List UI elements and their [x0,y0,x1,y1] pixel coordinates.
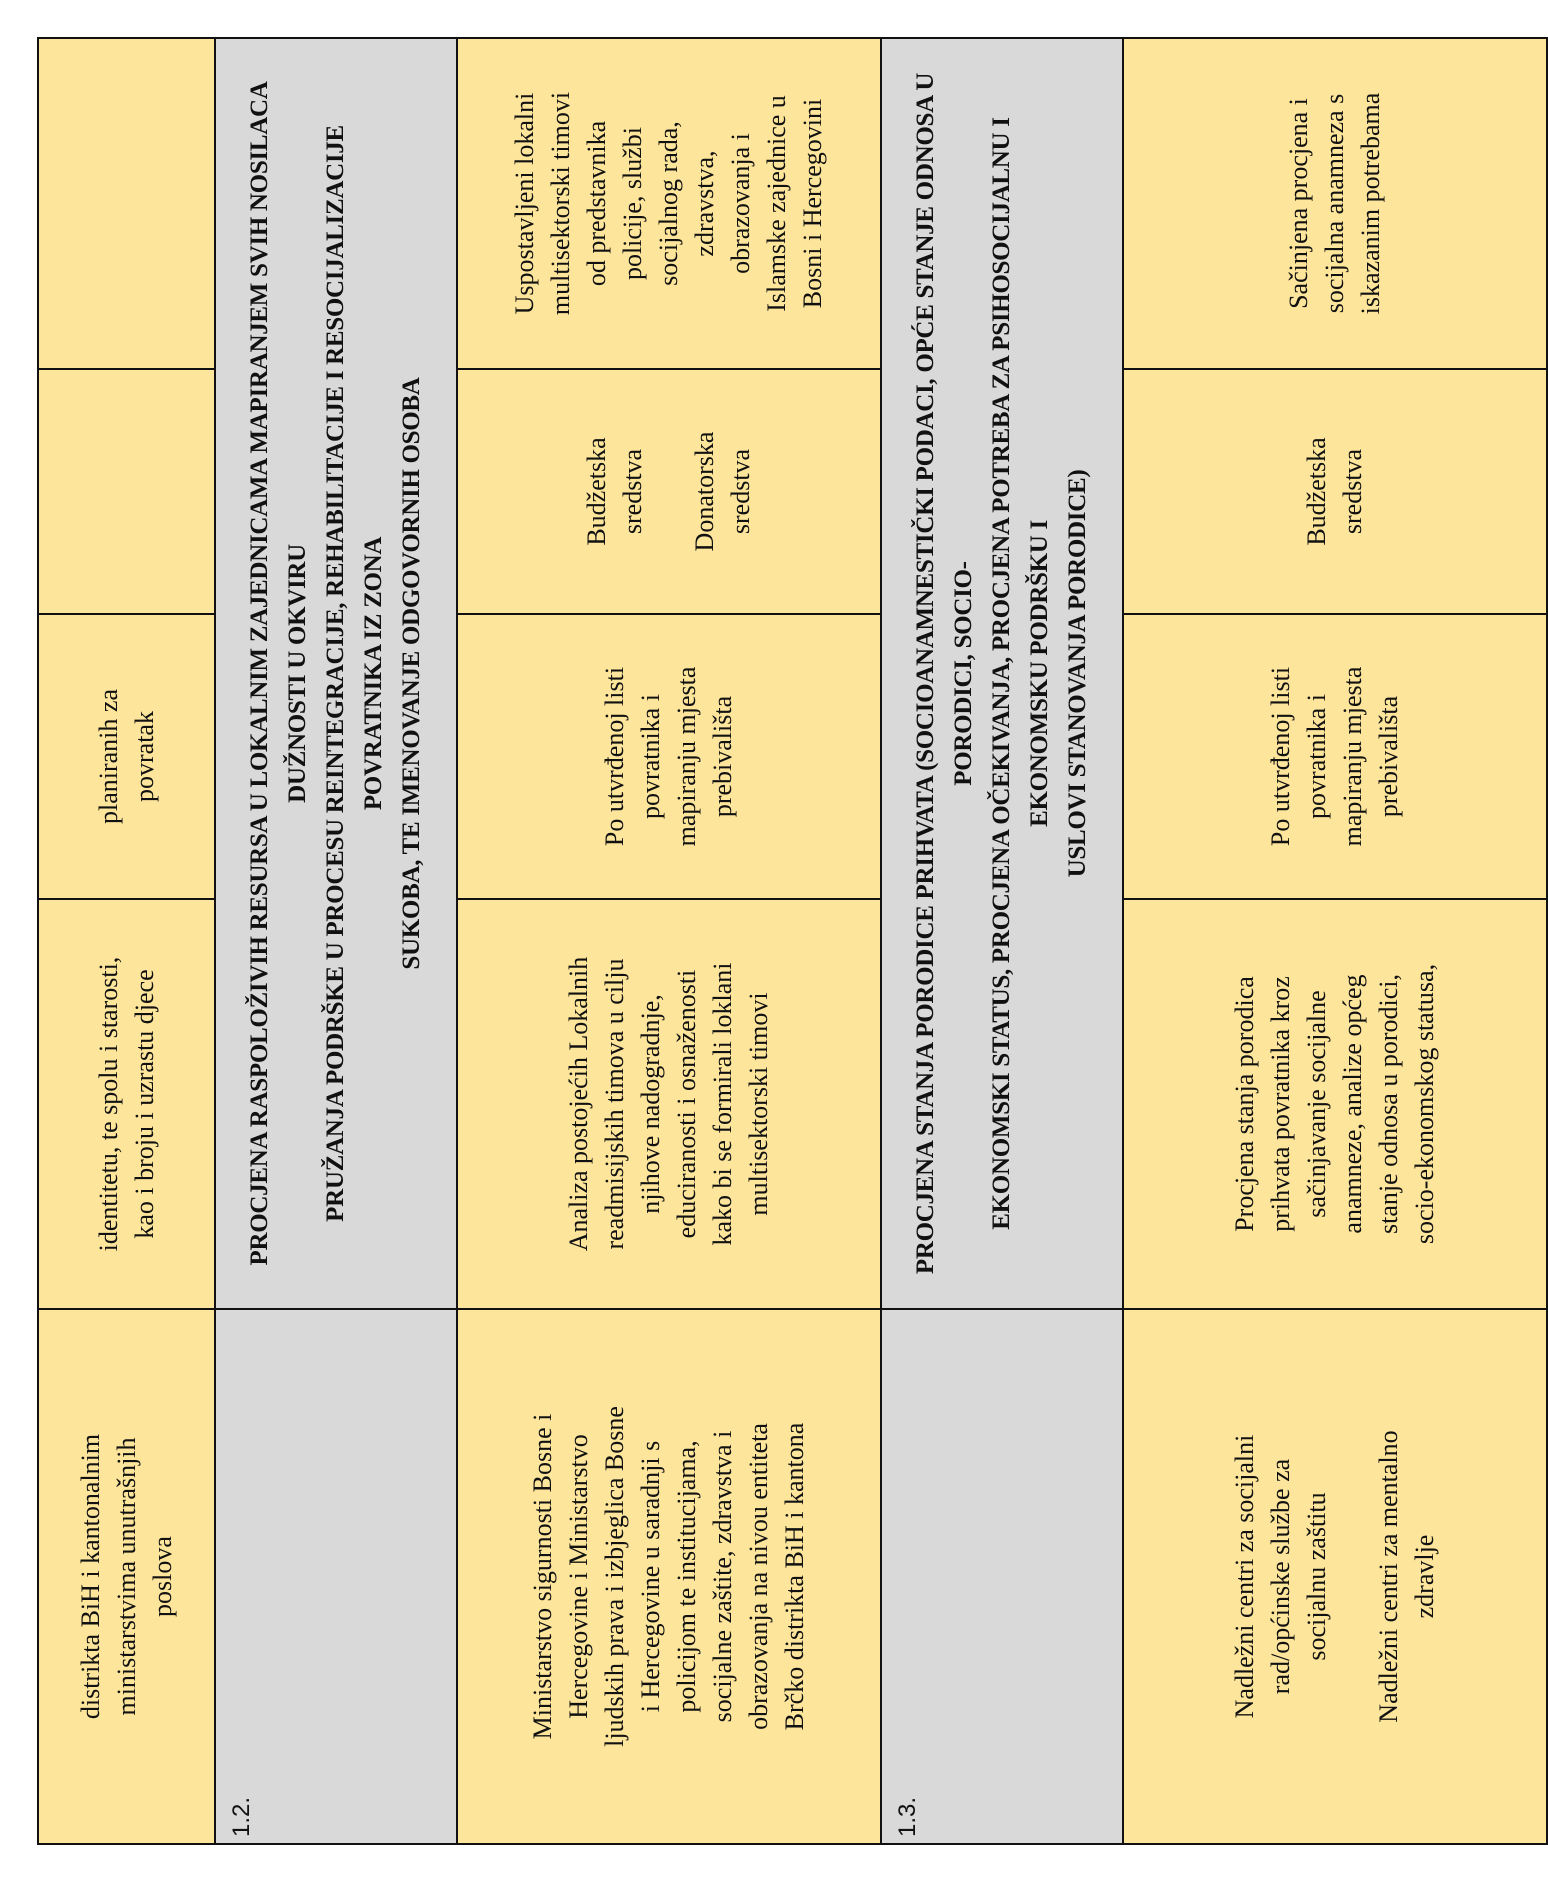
indicator-cell [1123,38,1547,369]
text-line: Nadležni centri za mentalno [1374,1430,1403,1723]
section-number: 1.3. [881,1309,1123,1844]
text-line: njihove nadogradnje, [636,994,665,1214]
text-line: socio-ekonomskog statusa, [1410,963,1439,1245]
text-line: sredstva [618,448,647,535]
text-line: EKONOMSKI STATUS, PROCJENA OČEKIVANJA, PROCJENA POTREBA ZA PSIHOSOCIJALNU I EKONOMSKU PODRŠKU I [988,117,1053,1230]
text-line: Budžetska [582,437,611,546]
text-line: PROCJENA RASPOLOŽIVIH RESURSA U LOKALNIM ZAJEDNICAMA MAPIRANJEM SVIH NOSILACA DUŽNOSTI U OKVIRU [246,81,311,1266]
text-line: socijalne zaštite, zdravstva i [708,1430,737,1723]
text-line: Analiza postojećih Lokalnih [564,956,593,1252]
text-line: Po utvrđenoj listi [1266,666,1295,847]
text-line: PRUŽANJA PODRŠKE U PROCESU REINTEGRACIJE, REHABILITACIJE I RESOCIJALIZACIJE POVRATNIKA IZ ZONA [322,125,387,1222]
text-line: zdravstva, [690,150,719,257]
text-line: identitetu, te spolu i starosti, [93,956,123,1252]
text-line: Po utvrđenoj listi [600,666,629,847]
text-line: prihvata povratnika kroz [1266,976,1295,1232]
text-line: obrazovanja i [726,133,755,274]
text-line: Donatorska [690,431,719,552]
text-line: ministarstvima unutrašnjih [111,1437,141,1716]
text-line: USLOVI STANOVANJA PORODICE) [1064,469,1091,878]
text-line: mapiranju mjesta [672,666,701,847]
text-line [1335,1320,1371,1833]
text-line: Hercegovine i Ministarstvo [564,1434,593,1719]
section-title [881,38,1123,1309]
text-line: distrikta BiH i kantonalnim [75,1433,105,1720]
text-line: Ministarstvo sigurnosti Bosne i [528,1413,557,1740]
section-title [215,38,457,1309]
text-line: Sačinjena procjena i [1284,98,1313,309]
timeline-cell [38,614,215,899]
funding-cell [1123,369,1547,614]
responsible-cell [1123,1309,1547,1844]
indicator-cell [457,38,881,369]
text-line: povratnika i [1302,694,1331,819]
text-line: policije, službi [618,126,647,281]
text-line: sredstva [1338,448,1367,535]
section-number: 1.2. [215,1309,457,1844]
funding-cell [38,369,215,614]
text-line: Procjena stanja porodica [1230,976,1259,1232]
text-line: PROCJENA STANJA PORODICE PRIHVATA (SOCIOANAMNESTIČKI PODACI, OPĆE STANJE ODNOSA U PORODICI, SOCIO- [912,72,977,1275]
text-line: rad/općinske službe za [1266,1458,1295,1695]
text-line [651,380,687,603]
text-line: Islamske zajednice u [762,95,791,312]
text-line: planiranih za [93,689,123,824]
text-line: obrazovanja na nivou entiteta [744,1423,773,1730]
text-line: od predstavnika [582,120,611,287]
text-line: socijalnog rada, [654,121,683,286]
text-line: sačinjavanje socijalne [1302,990,1331,1218]
text-line: poslova [147,1536,177,1617]
timeline-cell [457,614,881,899]
text-line: povratnika i [636,694,665,819]
text-line: ljudskih prava i izbjeglica Bosne [600,1406,629,1747]
text-line: mapiranju mjesta [1338,666,1367,847]
text-line: Brčko distrikta BiH i kantona [780,1422,809,1731]
table-row-continuation [38,38,215,1844]
text-line: readmisijskih timova u cilju [600,958,629,1250]
text-line: povratak [129,711,159,802]
text-line: multisektorski timovi [744,992,773,1216]
activity-cell [38,899,215,1309]
text-line: Uspostavljeni lokalni [510,92,539,315]
table-row-1-3 [1123,38,1547,1844]
text-line: educiranosti i osnaženosti [672,969,701,1239]
section-header-1-2 [215,38,457,1844]
text-line: policijom te institucijama, [672,1440,701,1713]
responsible-cell [38,1309,215,1844]
activity-cell [457,899,881,1309]
table-row-1-2 [457,38,881,1844]
text-line: sredstva [726,448,755,535]
text-line: zdravlje [1410,1534,1439,1619]
timeline-cell [1123,614,1547,899]
text-line: Bosni i Hercegovini [798,98,827,309]
text-line: prebivališta [708,695,737,818]
text-line: Budžetska [1302,437,1331,546]
text-line: socijalnu zaštitu [1302,1492,1331,1661]
rotated-document-page [37,39,1439,1845]
text-line: kao i broju i uzrastu djece [129,969,159,1239]
text-line: socijalna anamneza s [1320,93,1349,314]
text-line: multisektorski timovi [546,91,575,316]
text-line: kako bi se formirali loklani [708,962,737,1246]
text-line: anamneze, analize općeg [1338,974,1367,1234]
responsible-cell [457,1309,881,1844]
text-line: SUKOBA, TE IMENOVANJE ODGOVORNIH OSOBA [398,377,425,970]
text-line: iskazanim potrebama [1356,92,1385,315]
text-line: stanje odnosa u porodici, [1374,974,1403,1234]
funding-cell [457,369,881,614]
section-header-1-3 [881,38,1123,1844]
text-line: i Hercegovine u saradnji s [636,1440,665,1713]
action-plan-table [37,37,1548,1845]
activity-cell [1123,899,1547,1309]
text-line: prebivališta [1374,695,1403,818]
text-line: Nadležni centri za socijalni [1230,1434,1259,1719]
indicator-cell [38,38,215,369]
